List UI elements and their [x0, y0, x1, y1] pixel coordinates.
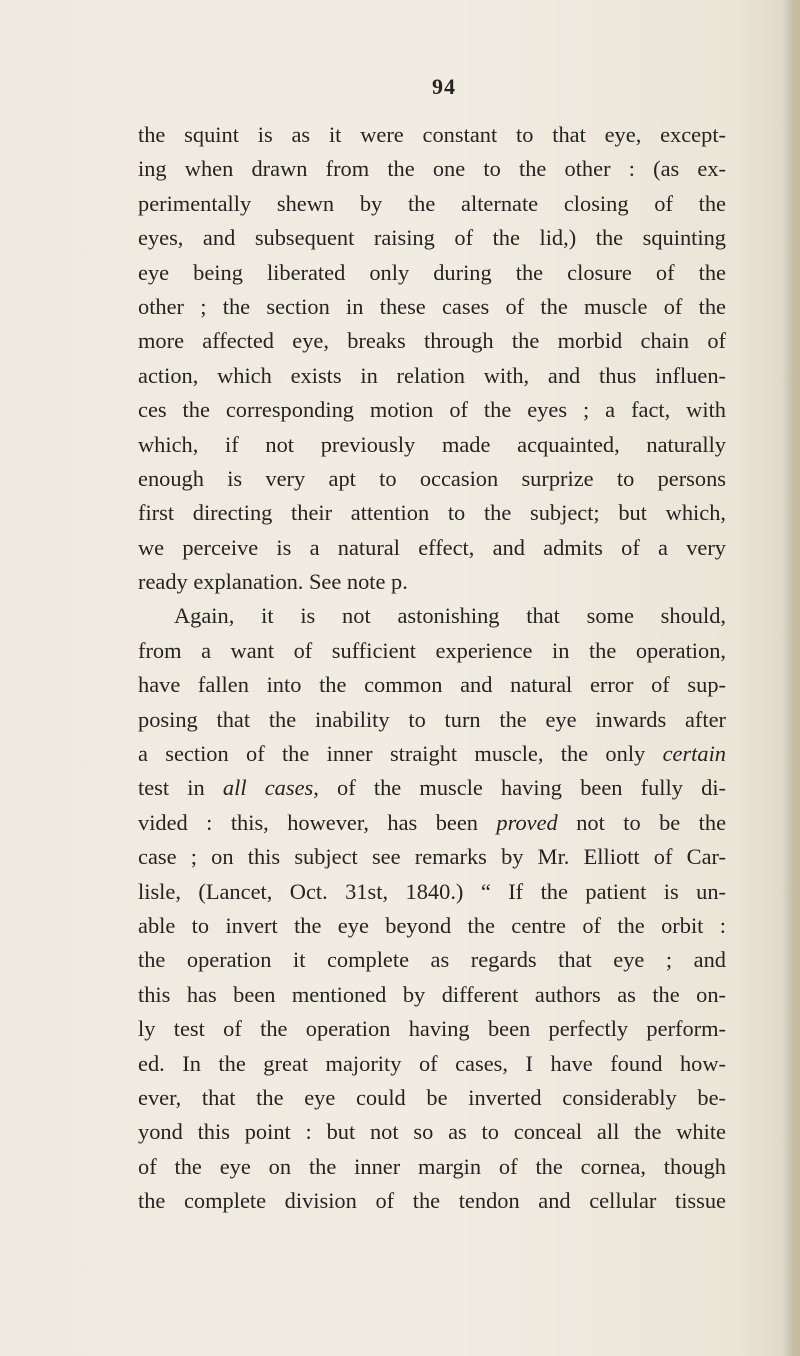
- line-text: case ; on this subject see remarks by Mr. Elliott of Car-: [138, 844, 726, 870]
- text-line: [138, 806, 726, 840]
- line-text: posing that the inability to turn the eye inwards after: [138, 706, 726, 732]
- line-text: other ; the section in these cases of the muscle of the: [138, 293, 726, 319]
- text-line: [138, 909, 726, 943]
- line-text: perimentally shewn by the alternate closing of the: [138, 190, 726, 216]
- line-text: ces the corresponding motion of the eyes ; a fact, with: [138, 397, 726, 423]
- text-line: [138, 221, 726, 255]
- text-line: [138, 943, 726, 977]
- italic-text: all cases: [222, 775, 314, 801]
- line-text: action, which exists in relation with, and thus influen-: [138, 362, 726, 388]
- line-text: not to be the: [557, 809, 727, 835]
- text-line: [138, 152, 726, 186]
- text-line: [138, 187, 726, 221]
- line-text: have fallen into the common and natural error of sup-: [138, 672, 726, 698]
- text-line: [138, 978, 726, 1012]
- line-text: a section of the inner straight muscle, the only: [138, 741, 663, 767]
- line-text: lisle, (Lancet, Oct. 31st, 1840.) “ If the patient is un-: [138, 878, 726, 904]
- text-line: [138, 1115, 726, 1149]
- text-line: [138, 668, 726, 702]
- line-text: ready explanation. See note p.: [138, 569, 408, 595]
- line-text: of the eye on the inner margin of the cornea, though: [138, 1153, 726, 1179]
- line-text: first directing their attention to the subject; but which,: [138, 500, 726, 526]
- text-line: [138, 875, 726, 909]
- text-line: [138, 359, 726, 393]
- line-text: ever, that the eye could be inverted considerably be-: [138, 1084, 726, 1110]
- text-line: [138, 496, 726, 530]
- text-line: [138, 531, 726, 565]
- line-text: the complete division of the tendon and cellular tissue: [138, 1188, 726, 1214]
- text-line: [138, 393, 726, 427]
- text-line: [138, 840, 726, 874]
- line-text: eye being liberated only during the closure of the: [138, 259, 726, 285]
- text-line: [138, 1081, 726, 1115]
- page-edge-shadow: [782, 0, 800, 1356]
- text-line: [138, 634, 726, 668]
- text-line: [138, 290, 726, 324]
- text-line: [138, 428, 726, 462]
- line-text: ed. In the great majority of cases, I have found how-: [138, 1050, 726, 1076]
- text-line: [138, 462, 726, 496]
- line-text: this has been mentioned by different authors as the on-: [138, 981, 726, 1007]
- line-text: able to invert the eye beyond the centre of the orbit :: [138, 912, 726, 938]
- line-text: ing when drawn from the one to the other : (as ex-: [138, 156, 726, 182]
- line-text: ly test of the operation having been perfectly perform-: [138, 1016, 726, 1042]
- italic-text: proved: [496, 809, 558, 835]
- italic-text: certain: [662, 741, 726, 767]
- line-text: , of the muscle having been fully di-: [313, 775, 727, 801]
- line-text: which, if not previously made acquainted, naturally: [138, 431, 726, 457]
- text-line: [138, 324, 726, 358]
- line-text: vided : this, however, has been: [138, 809, 497, 835]
- line-text: the squint is as it were constant to that eye, except-: [138, 122, 726, 147]
- line-text: we perceive is a natural effect, and admits of a very: [138, 534, 726, 560]
- line-text: enough is very apt to occasion surprize to persons: [138, 465, 726, 491]
- text-line: [138, 771, 726, 805]
- line-text: the operation it complete as regards that eye ; and: [138, 947, 726, 973]
- text-line: [138, 599, 726, 633]
- text-line: [138, 565, 726, 599]
- line-text: test in: [138, 775, 223, 801]
- line-text: Again, it is not astonishing that some should,: [174, 603, 726, 629]
- line-text: yond this point : but not so as to conceal all the white: [138, 1119, 726, 1145]
- text-line: [138, 703, 726, 737]
- page-number: 94: [432, 74, 456, 99]
- text-line: [138, 1012, 726, 1046]
- text-line: [138, 118, 726, 152]
- text-line: [138, 1184, 726, 1218]
- line-text: from a want of sufficient experience in the operation,: [138, 637, 726, 663]
- body-text: [138, 118, 726, 1219]
- text-line: [138, 1047, 726, 1081]
- text-line: [138, 1150, 726, 1184]
- text-line: [138, 256, 726, 290]
- line-text: more affected eye, breaks through the morbid chain of: [138, 328, 726, 354]
- line-text: eyes, and subsequent raising of the lid,) the squinting: [138, 225, 726, 251]
- text-line: [138, 737, 726, 771]
